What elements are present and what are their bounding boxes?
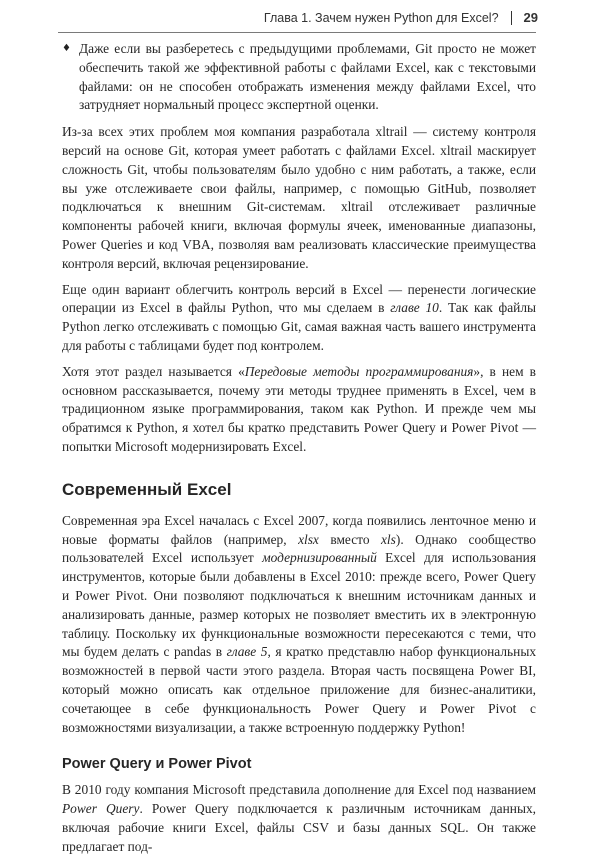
chapter-title: Глава 1. Зачем нужен Python для Excel?: [263, 10, 499, 25]
section-ref: Передовые методы программирования: [244, 363, 474, 379]
paragraph-xltrail: Из-за всех этих проблем моя компания разработала xltrail — систему контроля версий на основе Git, которая умеет работать с файлами Excel. xltrail маскирует сложность Git, чтобы пользователям было удобно с ним работать, а также, если вы уже отслеживаете свои файлы, например, с помощью GitHub, позволяет подключаться к внешним Git-системам. xltrail отслеживает различные компоненты рабочей книги, включая формулы ячеек, именованные диапазоны, Power Queries и код VBA, позволяя вам реализовать классические преимущества контроля версий, включая рецензирование.: [62, 124, 536, 271]
bullet-item: [62, 40, 536, 115]
paragraph-best-practices: Хотя этот раздел называется «Передовые методы программирования», в нем в основном рассказывается, почему эти методы труднее применять в Excel, чем в традиционном языке программирования, таком как Python. И прежде чем мы обратимся к Python, я хотел бы кратко представить Power Query и Power Pivot — попытки Microsoft модернизировать Excel.: [62, 363, 536, 454]
paragraph-modern-excel: Современная эра Excel началась с Excel 2007, когда появились ленточное меню и новые форматы файлов (например, xlsx вместо xls). Однако сообщество пользователей Excel использует модернизированный Excel для использования инструментов, которые были добавлены в Excel 2010: прежде всего, Power Query и Power Pivot. Они позволяют подключаться к внешним источникам данных и анализировать данные, размер которых не позволяет вместить их в электронную таблицу. Поскольку их функциональные возможности пересекаются с теми, что мы будем делать с pandas в главе 5, я кратко представлю набор функциональных возможностей в первой части этого раздела. Вторая часть посвящена Power BI, который можно описать как отдельное приложение для бизнес-аналитики, сочетающее в себе функциональность Power Query и Power Pivot с возможностями визуализации, а также встроенную поддержку Python!: [62, 512, 537, 735]
bullet-text: Даже если вы разберетесь с предыдущими проблемами, Git просто не может обеспечить такой же эффективной работы с файлами Excel, как с текстовыми файлами: он не способен отображать изменения между файлами Excel, что затрудняет нормальный процесс экспертной оценки.: [79, 41, 536, 113]
paragraph-power-query: В 2010 году компания Microsoft представила дополнение для Excel под названием Power Query. Power Query подключается к различным источникам данных, включая рабочие книги Excel, файлы CSV и базы данных SQL. Он также предлагает под-: [62, 782, 536, 854]
paragraph-python-files: Еще один вариант облегчить контроль версий в Excel — перенести логические операции из Excel в файлы Python, что мы сделаем в главе 10. Так как файлы Python легко отслеживать с помощью Git, самая важная часть вашего инструмента для работы с таблицами будет под контролем.: [62, 281, 536, 353]
chapter-ref: главе 10: [390, 300, 439, 316]
running-header: [264, 10, 538, 25]
subsection-heading: Power Query и Power Pivot: [62, 756, 252, 773]
diamond-bullet-icon: ♦: [62, 43, 71, 54]
page-number: 29: [523, 10, 538, 25]
header-separator: [511, 11, 512, 25]
page-body: [62, 40, 536, 863]
header-rule: [58, 32, 536, 33]
section-heading: Современный Excel: [62, 479, 232, 499]
